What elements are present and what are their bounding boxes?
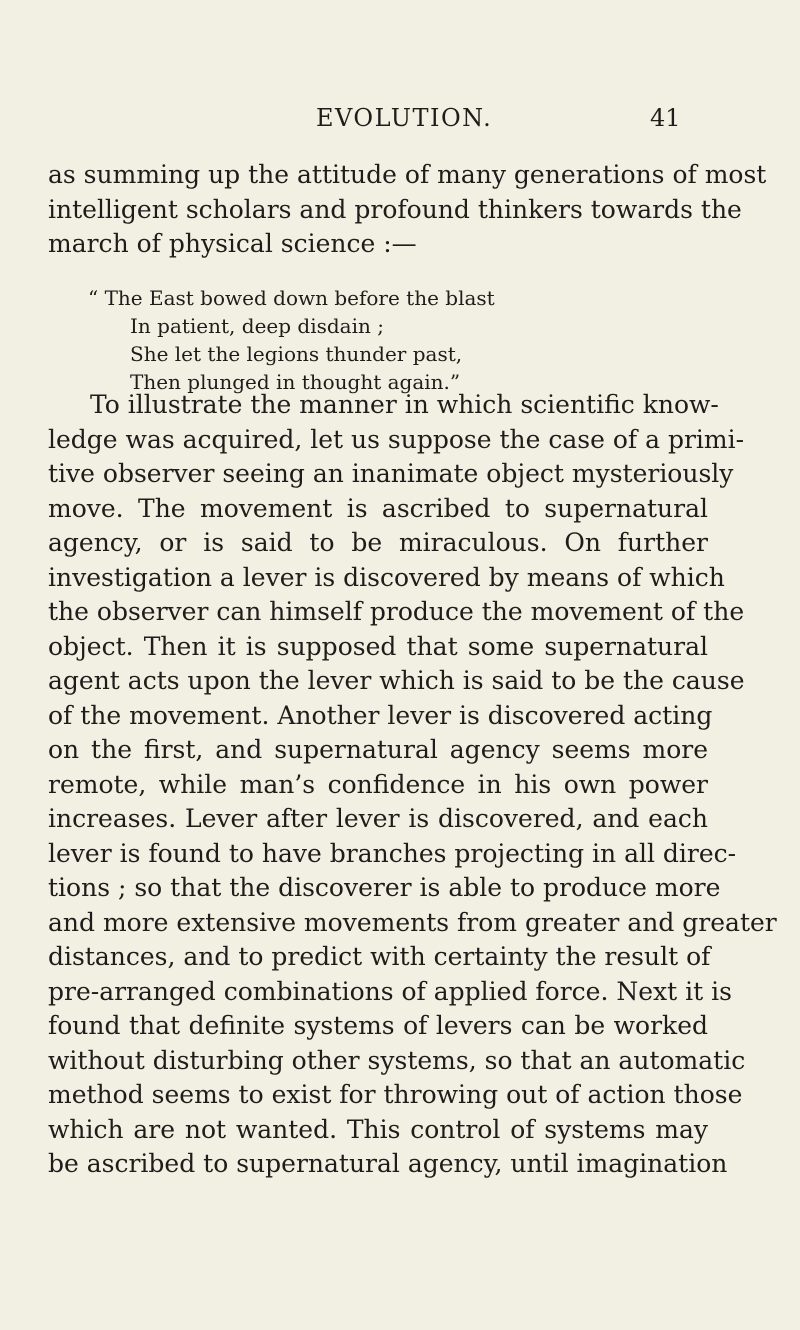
text-line: method seems to exist for throwing out of action those [48,1080,743,1109]
text-line: object. Then it is supposed that some supernatural [48,631,708,661]
text-line: move. The movement is ascribed to supernatural [48,493,708,523]
text-line: agent acts upon the lever which is said to be the cause [48,666,745,695]
text-line: as summing up the attitude of many generations of most [48,160,767,189]
text-line: found that definite systems of levers can be worked [48,1011,708,1040]
text-line: intelligent scholars and profound thinkers towards the [48,194,742,224]
text-line: ledge was acquired, let us suppose the case of a primi- [48,424,745,454]
text-line: and more extensive movements from greater and greater [48,907,777,937]
text-line: the observer can himself produce the movement of the [48,597,745,626]
text-line: lever is found to have branches projecting in all direc- [48,838,737,868]
text-line: be ascribed to supernatural agency, until imagination [48,1149,728,1178]
verse-line: Then plunged in thought again.” [130,370,461,394]
verse-line: “ The East bowed down before the blast [88,286,495,310]
verse-line: She let the legions thunder past, [130,342,463,366]
text-line: tive observer seeing an inanimate object mysteriously [48,459,734,488]
text-line: on the first, and supernatural agency seems more [48,735,708,764]
intro-paragraph [48,158,767,262]
text-line: increases. Lever after lever is discovered, and each [48,804,708,833]
running-title: EVOLUTION. [316,104,493,132]
verse-line: In patient, deep disdain ; [130,314,384,338]
text-line: march of physical science :— [48,229,417,258]
text-line: distances, and to predict with certainty the result of [48,942,711,971]
text-line: which are not wanted. This control of systems may [48,1114,708,1144]
text-line: without disturbing other systems, so that an automatic [48,1045,746,1075]
text-line: investigation a lever is discovered by means of which [48,562,725,592]
text-line: of the movement. Another lever is discovered acting [48,700,713,730]
text-line: tions ; so that the discoverer is able to produce more [48,873,721,902]
page-number: 41 [650,104,681,132]
text-line: To illustrate the manner in which scientific know- [90,390,719,419]
text-line: agency, or is said to be miraculous. On further [48,528,708,557]
body-paragraph [48,388,777,1182]
text-line: pre-arranged combinations of applied force. Next it is [48,976,732,1006]
text-line: remote, while man’s confidence in his own power [48,769,708,799]
verse-quotation [88,284,648,396]
